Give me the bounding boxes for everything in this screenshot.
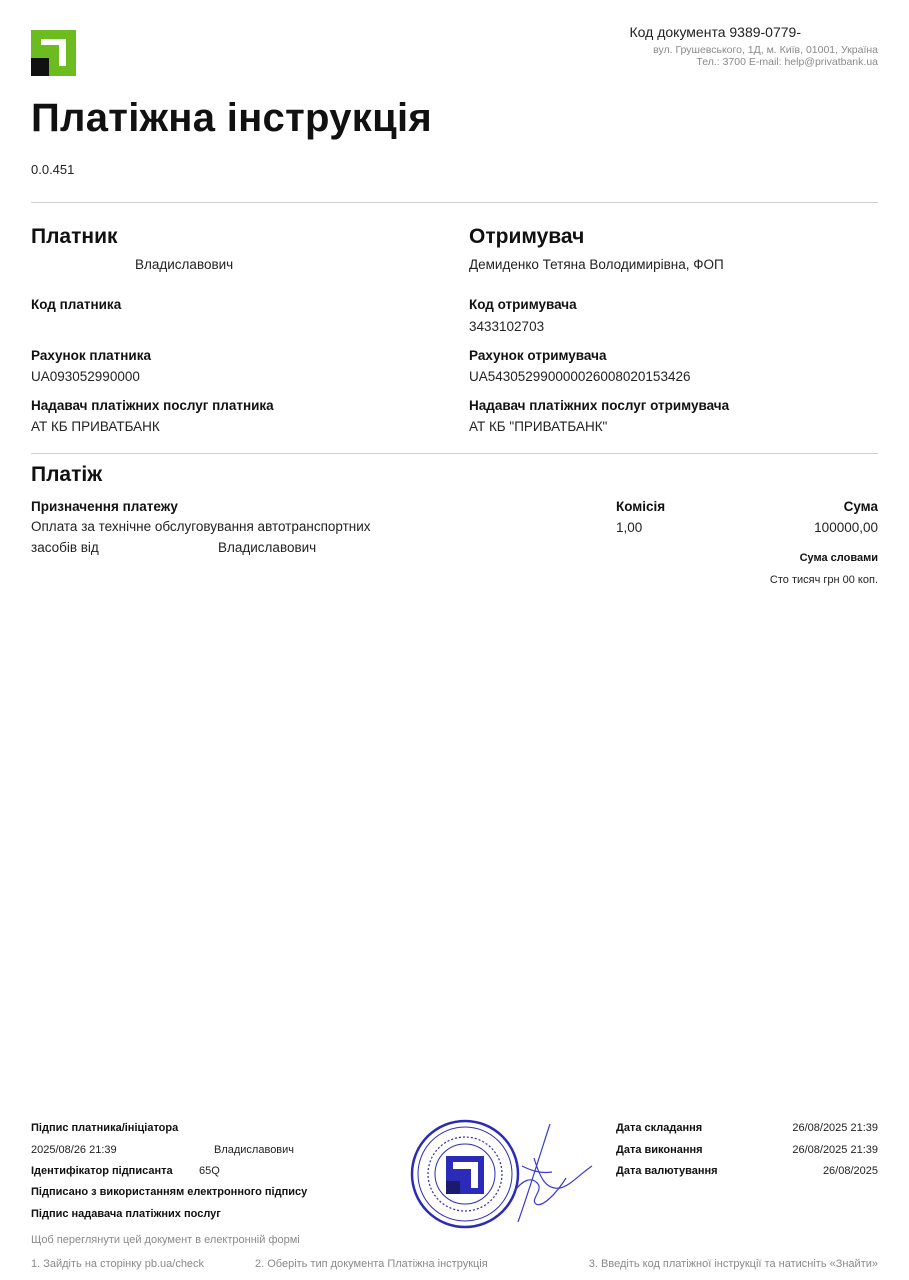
created-date-label: Дата складання [616,1122,703,1134]
footer-step-1: 1. Зайдіть на сторінку pb.ua/check [31,1258,205,1270]
purpose-line-2a: засобів від [31,540,99,555]
page-title: Платіжна інструкція [31,96,433,140]
address-line: вул. Грушевського, 1Д, м. Київ, 01001, Україна [653,44,878,56]
executed-date-value: 26/08/2025 21:39 [792,1144,878,1156]
bank-stamp-icon [410,1118,595,1230]
recipient-provider-value: АТ КБ "ПРИВАТБАНК" [469,419,608,434]
divider [31,453,878,454]
divider [31,202,878,203]
payment-heading: Платіж [31,463,103,486]
handwritten-signature-icon [514,1124,592,1222]
recipient-account-label: Рахунок отримувача [469,348,607,363]
payer-name: Владиславович [135,257,234,272]
privatbank-logo-icon [31,30,76,76]
created-date-value: 26/08/2025 21:39 [792,1122,878,1134]
payer-code-label: Код платника [31,297,122,312]
recipient-provider-label: Надавач платіжних послуг отримувача [469,398,730,413]
provider-sign-label: Підпис надавача платіжних послуг [31,1208,221,1220]
payer-account-label: Рахунок платника [31,348,151,363]
commission-value: 1,00 [616,520,643,535]
recipient-heading: Отримувач [469,225,585,248]
payer-account-value: UA093052990000 [31,369,140,384]
sum-words-label: Сума словами [799,552,878,564]
payer-sign-label: Підпис платника/ініціатора [31,1122,179,1134]
footer-step-3: 3. Введіть код платіжної інструкції та натисніть «Знайти» [588,1258,878,1270]
executed-date-label: Дата виконання [616,1144,703,1156]
e-sign-note: Підписано з використанням електронного підпису [31,1186,308,1198]
signer-id-value: 65Q [199,1165,220,1177]
document-code: Код документа 9389-0779- [629,24,801,40]
payer-provider-value: АТ КБ ПРИВАТБАНК [31,419,160,434]
footer-step-2: 2. Оберіть тип документа Платіжна інструкція [255,1258,488,1270]
sign-datetime: 2025/08/26 21:39 [31,1144,117,1156]
sign-name: Владиславович [214,1144,295,1156]
sum-words-value: Сто тисяч грн 00 коп. [769,574,878,586]
signer-id-label: Ідентифікатор підписанта [31,1165,173,1177]
recipient-name: Демиденко Тетяна Володимирівна, ФОП [469,257,724,272]
bank-address [653,44,878,68]
recipient-account-value: UA543052990000026008020153426 [469,369,691,384]
purpose-line-2b: Владиславович [218,540,317,555]
sum-value: 100000,00 [814,520,878,535]
recipient-code-label: Код отримувача [469,297,577,312]
value-date-value: 26/08/2025 [822,1165,878,1177]
purpose-label: Призначення платежу [31,499,178,514]
sum-label: Сума [843,499,878,514]
contacts-line: Тел.: 3700 E-mail: help@privatbank.ua [696,56,878,68]
commission-label: Комісія [616,499,666,514]
payer-heading: Платник [31,225,118,248]
view-note: Щоб переглянути цей документ в електронній формі [31,1234,300,1246]
recipient-code-value: 3433102703 [469,319,545,334]
version-number: 0.0.451 [31,162,75,177]
payer-provider-label: Надавач платіжних послуг платника [31,398,274,413]
purpose-line-1: Оплата за технічне обслуговування автотранспортних [31,519,371,534]
value-date-label: Дата валютування [616,1165,718,1177]
